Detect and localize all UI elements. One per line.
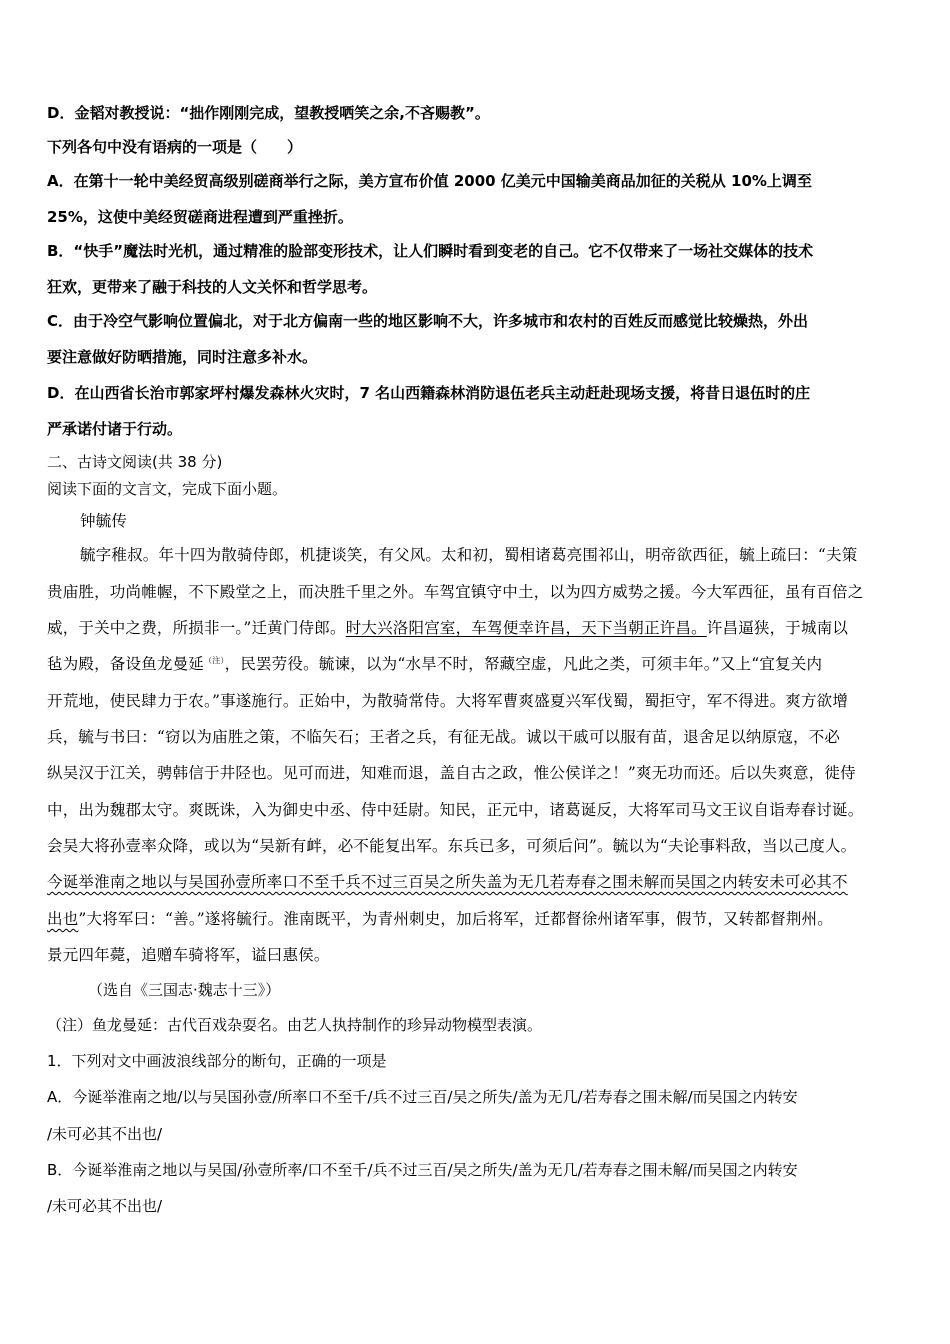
passage-text: ”大将军曰：“善。”遂将毓行。淮南既平，为青州刺史，加后将军，迁都督徐州诸军事，假节，又转都督荆州。 xyxy=(78,910,833,928)
section-instruction: 阅读下面的文言文，完成下面小题。 xyxy=(47,480,288,498)
option-b-line2: 狂欢，更带来了融于科技的人文关怀和哲学思考。 xyxy=(47,278,378,296)
option-c-line2: 要注意做好防晒措施，同时注意多补水。 xyxy=(47,348,318,366)
passage-line: 纵吴汉于江关，骋韩信于井陉也。见可而进，知难而退，盖自古之政，惟公侯详之！”爽无功而还。后以失爽意，徙侍 xyxy=(47,764,856,782)
wavy-underlined-text: 出也 xyxy=(47,910,79,928)
passage-line: 开荒地，使民肆力于农。”事遂施行。正始中，为散骑常侍。大将军曹爽盛夏兴军伐蜀，蜀拒守，军不得进。爽方欲增 xyxy=(47,692,849,710)
passage-text: ，民罢劳役。毓谏，以为“水旱不时，帑藏空虚，凡此之类，可须丰年。”又上“宜复关内 xyxy=(224,655,823,673)
passage-line xyxy=(47,910,833,929)
option-d-line2: 严承诺付诸于行动。 xyxy=(47,420,183,438)
passage-line-wavy xyxy=(47,873,848,892)
note-marker: （注） xyxy=(204,655,225,665)
passage-line: 兵，毓与书曰：“窃以为庙胜之策，不临矢石；王者之兵，有征无战。诚以干戚可以服有苗，退舍足以纳原寇，不必 xyxy=(47,728,841,746)
q1-option-b-line1: B．今诞举淮南之地以与吴国/孙壹所率/口不至千/兵不过三百/吴之所失/盖为无几/若寿春之围未解/而吴国之内转安 xyxy=(47,1161,798,1179)
passage-source: （选自《三国志·魏志十三》） xyxy=(88,981,281,999)
question1-stem: 1．下列对文中画波浪线部分的断句，正确的一项是 xyxy=(47,1052,387,1070)
section-heading: 二、古诗文阅读(共 38 分) xyxy=(47,453,223,471)
underlined-sentence: 时大兴洛阳宫室，车驾便幸许昌，天下当朝正许昌。 xyxy=(345,619,707,637)
passage-line: 毓字稚叔。年十四为散骑侍郎，机捷谈笑，有父风。太和初，蜀相诸葛亮围祁山，明帝欲西征，毓上疏曰：“夫策 xyxy=(80,546,858,564)
q1-option-a-line2: /未可必其不出也/ xyxy=(47,1125,163,1143)
q1-option-a-line1: A．今诞举淮南之地/以与吴国孙壹/所率口不至千/兵不过三百/吴之所失/盖为无几/若寿春之围未解/而吴国之内转安 xyxy=(47,1088,798,1106)
option-a-line2: 25%，这使中美经贸磋商进程遭到严重挫折。 xyxy=(47,208,353,226)
option-d-line1: D．在山西省长治市郭家坪村爆发森林火灾时，7 名山西籍森林消防退伍老兵主动赶赴现场支援，将昔日退伍时的庄 xyxy=(47,384,811,402)
passage-text: 毡为殿，备设鱼龙曼延 xyxy=(47,655,205,673)
passage-line xyxy=(47,619,848,638)
passage-text: 许昌逼狭，于城南以 xyxy=(706,619,849,637)
passage-line: 景元四年薨，追赠车骑将军，谥曰惠侯。 xyxy=(47,946,330,964)
passage-line: 中，出为魏郡太守。爽既诛，入为御史中丞、侍中廷尉。知民，正元中，诸葛诞反，大将军司马文王议自诣寿春讨诞。 xyxy=(47,801,864,819)
passage-text: 威，于关中之费，所损非一。”迁黄门侍郎。 xyxy=(47,619,346,637)
question-stem: 下列各句中没有语病的一项是（ ） xyxy=(47,138,303,156)
option-c-line1: C．由于冷空气影响位置偏北，对于北方偏南一些的地区影响不大，许多城市和农村的百姓反而感觉比较燥热，外出 xyxy=(47,312,809,330)
wavy-underlined-text: 今诞举淮南之地以与吴国孙壹所率口不至千兵不过三百吴之所失盖为无几若寿春之围未解而吴国之内转安未可必其不 xyxy=(47,873,848,891)
passage-line: 会吴大将孙壹率众降，或以为“吴新有衅，必不能复出军。东兵已多，可须后问”。毓以为“夫论事料敌，当以己度人。 xyxy=(47,837,857,855)
footnote: （注）鱼龙曼延：古代百戏杂耍名。由艺人执持制作的珍异动物模型表演。 xyxy=(47,1016,543,1034)
passage-line xyxy=(47,655,822,674)
option-a-line1: A．在第十一轮中美经贸高级别磋商举行之际，美方宣布价值 2000 亿美元中国输美商品加征的关税从 10%上调至 xyxy=(47,172,812,190)
q1-option-b-line2: /未可必其不出也/ xyxy=(47,1197,163,1215)
passage-line: 贵庙胜，功尚帷幄，不下殿堂之上，而决胜千里之外。车驾宜镇守中土，以为四方威势之援。今大军西征，虽有百倍之 xyxy=(47,583,864,601)
option-b-line1: B．“快手”魔法时光机，通过精准的脸部变形技术，让人们瞬时看到变老的自己。它不仅带来了一场社交媒体的技术 xyxy=(47,242,814,260)
prev-question-option-d: D．金韬对教授说：“拙作刚刚完成，望教授哂笑之余,不吝赐教”。 xyxy=(47,104,490,122)
passage-title: 钟毓传 xyxy=(80,512,128,530)
